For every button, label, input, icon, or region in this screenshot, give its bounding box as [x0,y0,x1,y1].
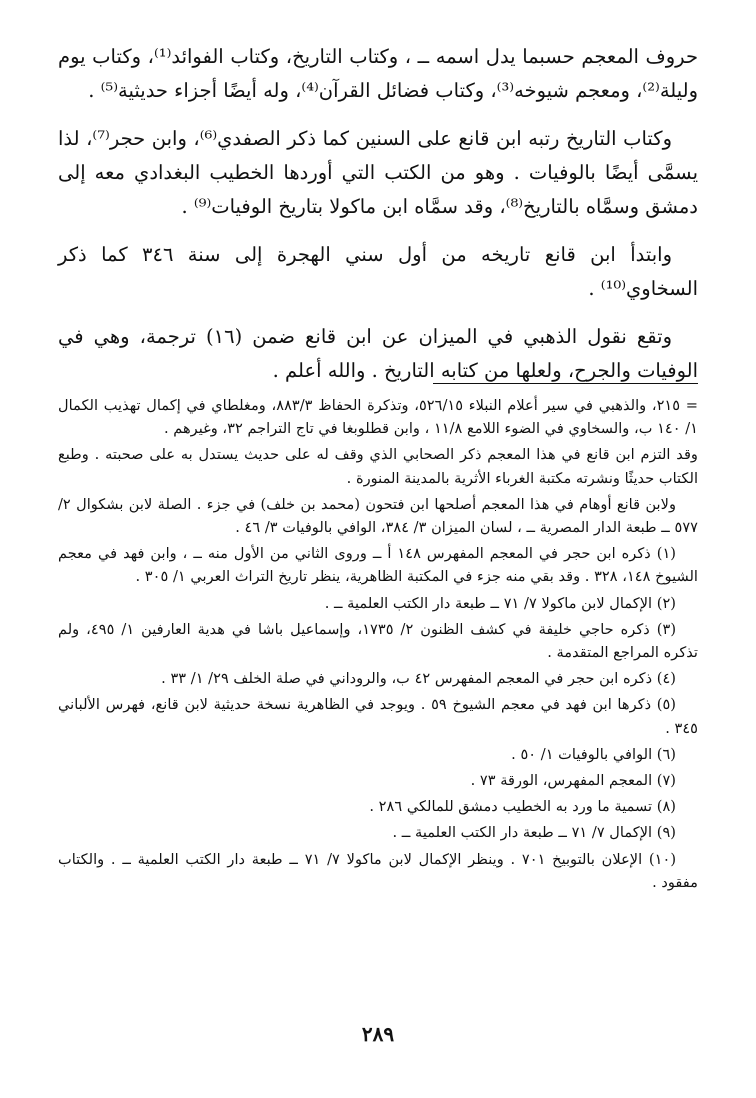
footnote-5: (٥) ذكرها ابن فهد في معجم الشيوخ ٥٩ . ويوجد في الظاهرية نسخة حديثية لابن قانع، فهرس الألباني ٣٤٥ . [58,696,698,737]
footnote-6: (٦) الوافي بالوفيات ١/ ٥٠ . [511,745,676,763]
footnote-3: (٣) ذكره حاجي خليفة في كشف الظنون ٢/ ١٧٣٥، وإسماعيل باشا في هدية العارفين ١/ ٤٩٥، ولم تذكره المراجع المتقدمة . [58,620,698,662]
main-text [58,40,698,402]
footnote-continuation-2: وقد التزم ابن قانع في هذا المعجم ذكر الصحابي الذي وقف له على حديث يستدل به على صحبته . وطبع الكتاب حديثًا ونشرته مكتبة الغرباء الأثرية بالمدينة المنورة . [58,446,698,487]
main-paragraph-4: وتقع نقول الذهبي في الميزان عن ابن قانع ضمن (١٦) ترجمة، وهي في الوفيات والجرح، ولعلها من كتابه التاريخ . والله أعلم . [58,325,698,382]
page-number: ٢٨٩ [361,1022,395,1046]
footnote-8: (٨) تسمية ما ورد به الخطيب دمشق للمالكي ٢٨٦ . [369,798,676,816]
footnote-7: (٧) المعجم المفهرس، الورقة ٧٣ . [470,772,676,790]
footnote-continuation-3: ولابن قانع أوهام في هذا المعجم أصلحها ابن فتحون (محمد بن خلف) في جزء . الصلة لابن بشكوال ٢/ ٥٧٧ ــ طبعة الدار المصرية ــ ، لسان الميزان ٣/ ٣٨٤، الوافي بالوفيات ٣/ ٤٦ . [58,495,698,537]
main-paragraph-1: حروف المعجم حسبما يدل اسمه ــ ، وكتاب التاريخ، وكتاب الفوائد⁽¹⁾، وكتاب يوم وليلة⁽²⁾، ومعجم شيوخه⁽³⁾، وكتاب فضائل القرآن⁽⁴⁾، وله أيضًا أجزاء حديثية⁽⁵⁾ . [58,45,698,102]
main-paragraph-2: وكتاب التاريخ رتبه ابن قانع على السنين كما ذكر الصفدي⁽⁶⁾، وابن حجر⁽⁷⁾، لذا يسمَّى أيضًا بالوفيات . وهو من الكتب التي أوردها الخطيب البغدادي معه إلى دمشق وسمَّاه بالتاريخ⁽⁸⁾، وقد سمَّاه ابن ماكولا بتاريخ الوفيات⁽⁹⁾ . [58,127,698,218]
footnote-10: (١٠) الإعلان بالتوبيخ ٧٠١ . وينظر الإكمال لابن ماكولا ٧/ ٧١ ــ طبعة دار الكتب العلمية ــ . والكتاب مفقود . [58,850,698,891]
footnote-continuation-1: = ٢١٥، والذهبي في سير أعلام النبلاء ٥٢٦/١٥، وتذكرة الحفاظ ٨٨٣/٣، ومغلطاي في إكمال تهذيب الكمال ١/ ١٤٠ ب، والسخاوي في الضوء اللامع ١١/٨ ، وابن قطلوبغا في تاج التراجم ٣٢، وغيرهم . [58,397,698,438]
footnotes [58,394,698,897]
footnote-2: (٢) الإكمال لابن ماكولا ٧/ ٧١ ــ طبعة دار الكتب العلمية ــ . [324,594,676,612]
footnote-1: (١) ذكره ابن حجر في المعجم المفهرس ١٤٨ أ ــ وروى الثاني من الأول منه ــ ، وابن فهد في معجم الشيوخ ١٤٨، ٣٢٨ . وقد بقي منه جزء في المكتبة الظاهرية، ينظر تاريخ التراث العربي ١/ ٣٠٥ . [58,545,698,586]
footnote-4: (٤) ذكره ابن حجر في المعجم المفهرس ٤٢ ب، والروداني في صلة الخلف ٢٩/ ١/ ٣٣ . [161,670,676,688]
footnote-separator-rule [433,383,698,384]
main-paragraph-3: وابتدأ ابن قانع تاريخه من أول سني الهجرة إلى سنة ٣٤٦ كما ذكر السخاوي⁽¹⁰⁾ . [58,243,698,300]
footnote-9: (٩) الإكمال ٧/ ٧١ ــ طبعة دار الكتب العلمية ــ . [392,824,676,842]
